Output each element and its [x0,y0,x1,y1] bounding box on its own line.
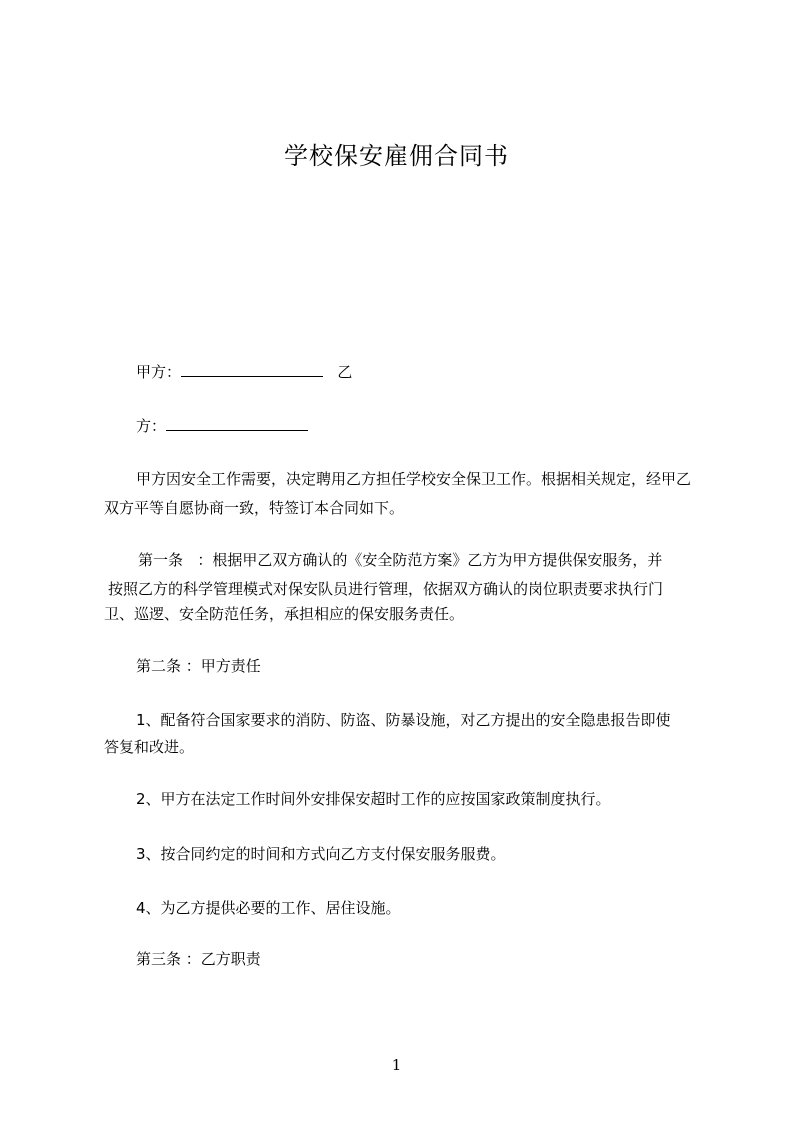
article1-line1 [138,550,662,570]
article1-heading: 第一条 [138,551,184,569]
item1-line1: 1、配备符合国家要求的消防、防盗、防暴设施，对乙方提出的安全隐患报告即使 [136,711,671,729]
party-b-line [136,416,308,436]
party-a-blank [181,362,323,377]
article2-heading: 第二条 ：甲方责任 [136,657,261,675]
party-b-blank [166,416,308,431]
article1-line2: 按照乙方的科学管理模式对保安队员进行管理，依据双方确认的岗位职责要求执行门 [108,580,664,598]
article3-heading: 第三条 ：乙方职责 [136,950,261,968]
party-a-line [136,362,352,382]
party-b-label: 方： [136,417,167,435]
article1-separator: ： [197,551,213,569]
item2: 2、甲方在法定工作时间外安排保安超时工作的应按国家政策制度执行。 [136,790,611,808]
document-title: 学校保安雇佣合同书 [284,142,509,170]
item4: 4、为乙方提供必要的工作、居住设施。 [136,899,401,917]
item3: 3、按合同约定的时间和方式向乙方支付保安服务服费。 [136,845,506,863]
page-number: 1 [391,1056,402,1074]
article1-line3: 卫、巡逻、安全防范任务，承担相应的保安服务责任。 [104,605,465,623]
party-a-label: 甲方： [136,363,182,381]
article1-text-1: 根据甲乙双方确认的《安全防范方案》乙方为甲方提供保安服务，并 [212,551,663,569]
intro-paragraph: 甲方因安全工作需要，决定聘用乙方担任学校安全保卫工作。根据相关规定，经甲乙双方平等自愿协商一致，特签订本合同如下。 [104,470,692,517]
party-b-char: 乙 [337,363,353,381]
item1-line2: 答复和改进。 [104,738,195,756]
